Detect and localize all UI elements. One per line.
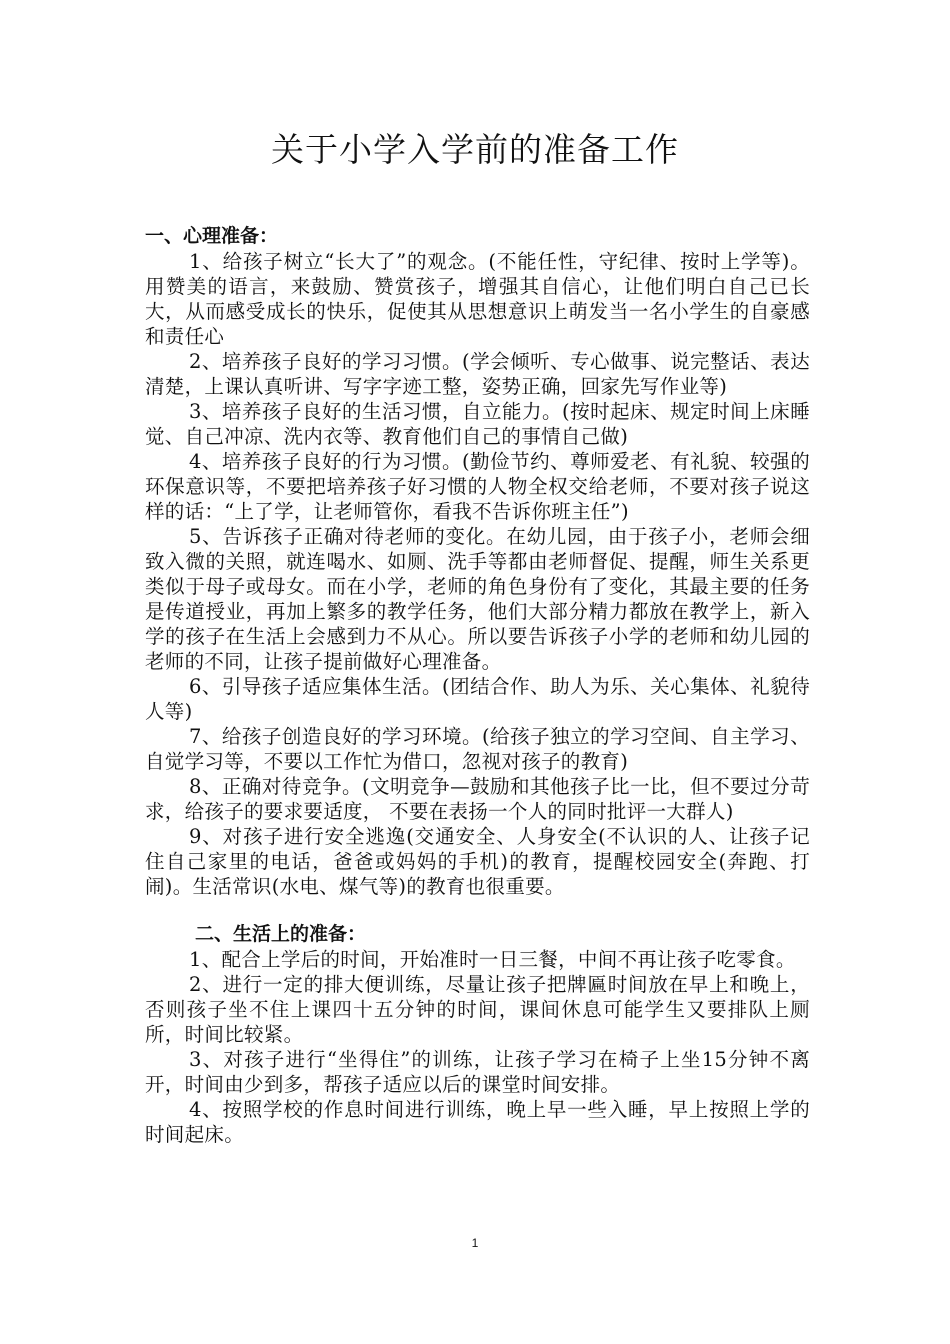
paragraph: 3、培养孩子良好的生活习惯，自立能力。(按时起床、规定时间上床睡觉、自己冲凉、洗内衣等、教育他们自己的事情自己做) (145, 400, 810, 448)
section-psychological-preparation (145, 224, 810, 899)
section-heading: 一、心理准备： (145, 225, 279, 247)
paragraph: 1、给孩子树立“长大了”的观念。(不能任性，守纪律、按时上学等)。用赞美的语言，来鼓励、赞赏孩子，增强其自信心，让他们明白自己已长大，从而感受成长的快乐，促使其从思想意识上萌发当一名小学生的自豪感和责任心 (145, 250, 810, 348)
paragraph: 2、培养孩子良好的学习习惯。(学会倾听、专心做事、说完整话、表达清楚，上课认真听讲、写字字迹工整，姿势正确，回家先写作业等) (145, 350, 810, 398)
page-number: 1 (471, 1236, 479, 1250)
section-heading: 二、生活上的准备： (195, 923, 367, 945)
paragraph: 1、配合上学后的时间，开始准时一日三餐，中间不再让孩子吃零食。 (189, 948, 796, 971)
section-daily-life-preparation (145, 922, 810, 1147)
paragraph: 4、按照学校的作息时间进行训练，晚上早一些入睡，早上按照上学的时间起床。 (145, 1098, 810, 1146)
paragraph: 4、培养孩子良好的行为习惯。(勤俭节约、尊师爱老、有礼貌、较强的环保意识等，不要把培养孩子好习惯的人物全权交给老师，不要对孩子说这样的话：“上了学，让老师管你，看我不告诉你班主任”) (145, 450, 810, 523)
document-body (145, 224, 810, 1147)
document-title: 关于小学入学前的准备工作 (271, 130, 679, 169)
paragraph: 7、给孩子创造良好的学习环境。(给孩子独立的学习空间、自主学习、自觉学习等，不要以工作忙为借口，忽视对孩子的教育) (145, 725, 810, 773)
paragraph: 5、告诉孩子正确对待老师的变化。在幼儿园，由于孩子小，老师会细致入微的关照，就连喝水、如厕、洗手等都由老师督促、提醒，师生关系更类似于母子或母女。而在小学，老师的角色身份有了变化，其最主要的任务是传道授业，再加上繁多的教学任务，他们大部分精力都放在教学上，新入学的孩子在生活上会感到力不从心。所以要告诉孩子小学的老师和幼儿园的老师的不同，让孩子提前做好心理准备。 (145, 525, 810, 673)
paragraph: 3、对孩子进行“坐得住”的训练，让孩子学习在椅子上坐15分钟不离开，时间由少到多，帮孩子适应以后的课堂时间安排。 (145, 1048, 810, 1096)
paragraph: 2、进行一定的排大便训练，尽量让孩子把牌匾时间放在早上和晚上，否则孩子坐不住上课四十五分钟的时间，课间休息可能学生又要排队上厕所，时间比较紧。 (145, 973, 810, 1046)
paragraph: 9、对孩子进行安全逃逸(交通安全、人身安全(不认识的人、让孩子记住自己家里的电话，爸爸或妈妈的手机)的教育，提醒校园安全(奔跑、打闹)。生活常识(水电、煤气等)的教育也很重要。 (145, 825, 810, 898)
paragraph: 8、正确对待竞争。(文明竞争—鼓励和其他孩子比一比，但不要过分苛求，给孩子的要求要适度， 不要在表扬一个人的同时批评一大群人) (145, 775, 810, 823)
paragraph: 6、引导孩子适应集体生活。(团结合作、助人为乐、关心集体、礼貌待人等) (145, 675, 810, 723)
